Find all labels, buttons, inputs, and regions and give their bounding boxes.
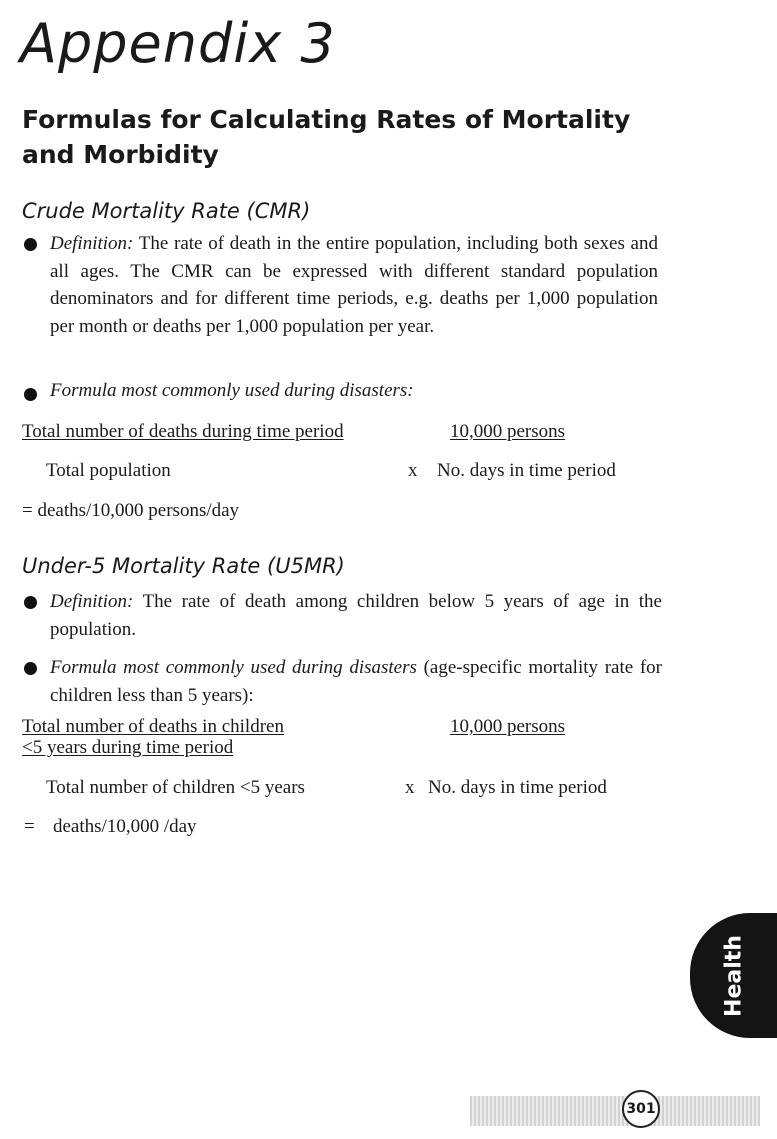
u5mr-formula-label: Formula most commonly used during disasters [50, 657, 417, 678]
cmr-denominator: Total population [46, 460, 171, 481]
health-tab-label: Health [721, 934, 746, 1017]
u5mr-denominator: Total number of children <5 years [46, 777, 305, 798]
section-subtitle [22, 102, 630, 172]
cmr-result: = deaths/10,000 persons/day [22, 500, 240, 521]
subtitle-line-2: and Morbidity [22, 140, 219, 169]
health-side-tab [690, 913, 777, 1038]
cmr-definition-bullet [24, 238, 37, 251]
u5mr-result: deaths/10,000 /day [53, 816, 197, 837]
cmr-definition-label: Definition: [50, 233, 134, 254]
u5mr-heading: Under-5 Mortality Rate (U5MR) [22, 554, 345, 578]
u5mr-formula-note: (age-specific mortality rate for children less than 5 years): [50, 657, 662, 706]
u5mr-definition-bullet [24, 596, 37, 609]
footer-band [470, 1096, 760, 1126]
u5mr-result-equals: = [24, 816, 35, 837]
u5mr-definition-text: The rate of death among children below 5 years of age in the population. [50, 591, 662, 640]
u5mr-formula-bullet [24, 662, 37, 675]
u5mr-formula [50, 654, 662, 709]
cmr-formula-label: Formula most commonly used during disasters: [50, 380, 414, 401]
cmr-definition [50, 230, 658, 340]
u5mr-days: No. days in time period [428, 777, 607, 798]
u5mr-numerator-line-1: Total number of deaths in children [22, 716, 284, 737]
u5mr-times-sign: x [405, 777, 415, 798]
cmr-days: No. days in time period [437, 460, 616, 481]
cmr-numerator: Total number of deaths during time period [22, 421, 344, 442]
cmr-heading: Crude Mortality Rate (CMR) [22, 199, 311, 223]
cmr-multiplier: 10,000 persons [450, 421, 566, 442]
u5mr-definition-label: Definition: [50, 591, 134, 612]
u5mr-numerator-line-2: <5 years during time period [22, 737, 234, 758]
cmr-definition-text: The rate of death in the entire population, including both sexes and all ages. The CMR can be expressed with different standard population denominators and for different time periods, e.g. deaths per 1,000 population per month or deaths per 1,000 population per year. [50, 233, 658, 337]
page-number: 301 [622, 1090, 660, 1128]
cmr-times-sign: x [408, 460, 418, 481]
appendix-title: Appendix 3 [20, 12, 336, 75]
subtitle-line-1: Formulas for Calculating Rates of Mortality [22, 105, 631, 134]
cmr-formula-bullet [24, 388, 37, 401]
u5mr-definition [50, 588, 662, 643]
u5mr-multiplier: 10,000 persons [450, 716, 566, 737]
